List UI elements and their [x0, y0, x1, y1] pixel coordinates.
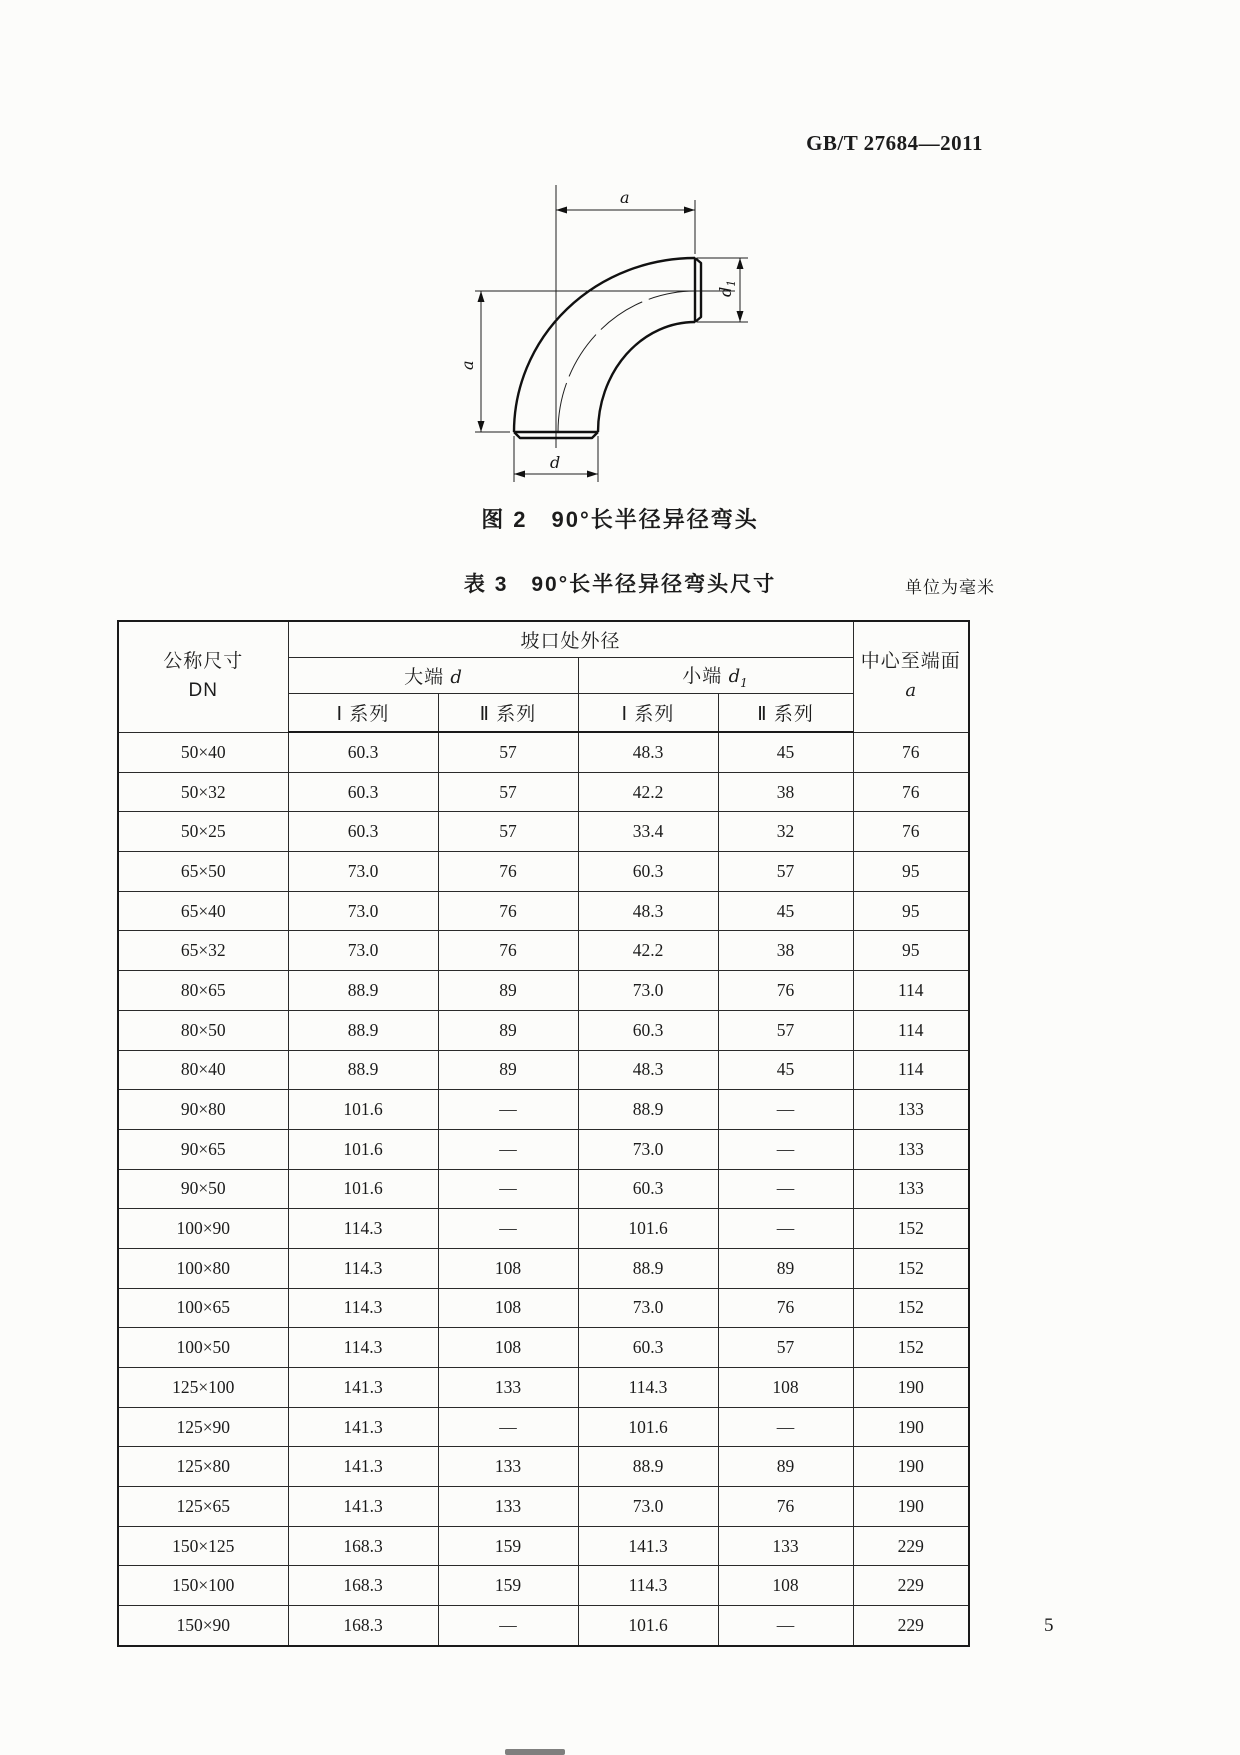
table-cell: 38: [718, 931, 853, 971]
standard-number: GB/T 27684—2011: [806, 131, 983, 155]
arrowhead: [737, 258, 744, 269]
table-cell: —: [718, 1407, 853, 1447]
table-cell: 57: [718, 852, 853, 892]
table-cell: —: [438, 1129, 578, 1169]
table-body: [118, 732, 969, 1646]
header-big-end: 大端 d: [288, 658, 578, 694]
table-cell: 60.3: [578, 1328, 718, 1368]
header-series2-smallend: Ⅱ 系列: [718, 694, 853, 733]
table-cell: —: [438, 1169, 578, 1209]
table-cell: 101.6: [578, 1209, 718, 1249]
dim-label-d1: $d_1$: [716, 279, 738, 297]
scan-artifact: [505, 1749, 565, 1755]
table-cell: 159: [438, 1566, 578, 1606]
table-cell: 114.3: [578, 1566, 718, 1606]
table-cell: 108: [718, 1368, 853, 1408]
table-cell: 100×50: [118, 1328, 288, 1368]
table-row: [118, 971, 969, 1011]
table-cell: 60.3: [288, 812, 438, 852]
table-cell: 108: [438, 1328, 578, 1368]
table-cell: 150×100: [118, 1566, 288, 1606]
table-cell: 100×80: [118, 1248, 288, 1288]
table-cell: 73.0: [288, 891, 438, 931]
header-series1-smallend: Ⅰ 系列: [578, 694, 718, 733]
table-cell: 76: [718, 1288, 853, 1328]
table-cell: 73.0: [578, 1288, 718, 1328]
table-cell: 114.3: [288, 1209, 438, 1249]
table-cell: 76: [718, 1487, 853, 1527]
table-cell: 89: [438, 1010, 578, 1050]
table-cell: 141.3: [288, 1487, 438, 1527]
elbow-outer-arc: [514, 258, 695, 432]
table-cell: 133: [853, 1090, 969, 1130]
table-cell: 60.3: [578, 852, 718, 892]
table-cell: 38: [718, 772, 853, 812]
table-cell: 73.0: [578, 1487, 718, 1527]
table-cell: 95: [853, 931, 969, 971]
table-cell: 114.3: [288, 1328, 438, 1368]
table-cell: 133: [438, 1487, 578, 1527]
table-cell: 73.0: [288, 931, 438, 971]
table-cell: 152: [853, 1328, 969, 1368]
table-cell: 101.6: [288, 1169, 438, 1209]
table-cell: 88.9: [578, 1248, 718, 1288]
table-row: [118, 1447, 969, 1487]
table-row: [118, 772, 969, 812]
table-cell: 76: [853, 772, 969, 812]
table-cell: —: [718, 1129, 853, 1169]
table-cell: 168.3: [288, 1606, 438, 1646]
table-cell: 45: [718, 891, 853, 931]
table-cell: 57: [438, 732, 578, 772]
table-cell: 101.6: [578, 1407, 718, 1447]
table-row: [118, 1606, 969, 1646]
table-cell: 90×50: [118, 1169, 288, 1209]
table-cell: 168.3: [288, 1566, 438, 1606]
table-cell: 73.0: [288, 852, 438, 892]
table-cell: 48.3: [578, 732, 718, 772]
table-cell: 159: [438, 1526, 578, 1566]
table-cell: 133: [853, 1129, 969, 1169]
table-cell: 80×50: [118, 1010, 288, 1050]
table-cell: 190: [853, 1368, 969, 1408]
dim-label-a-left: a: [458, 360, 477, 370]
table-cell: 76: [438, 891, 578, 931]
table-cell: 48.3: [578, 891, 718, 931]
table-row: [118, 732, 969, 772]
table-row: [118, 1407, 969, 1447]
table-row: [118, 1368, 969, 1408]
arrowhead: [478, 421, 485, 432]
table-cell: 45: [718, 732, 853, 772]
table-cell: 100×90: [118, 1209, 288, 1249]
table-cell: 50×40: [118, 732, 288, 772]
table-cell: 88.9: [288, 1050, 438, 1090]
header-series2-bigend: Ⅱ 系列: [438, 694, 578, 733]
table-cell: 76: [853, 812, 969, 852]
table-cell: 76: [438, 931, 578, 971]
table-cell: 60.3: [578, 1010, 718, 1050]
table-cell: —: [718, 1090, 853, 1130]
table-row: [118, 1050, 969, 1090]
elbow-inner-arc: [598, 322, 695, 432]
table-cell: 88.9: [578, 1447, 718, 1487]
table-cell: 73.0: [578, 1129, 718, 1169]
table-row: [118, 1169, 969, 1209]
table-cell: 65×32: [118, 931, 288, 971]
table-cell: 150×90: [118, 1606, 288, 1646]
table-row: [118, 1129, 969, 1169]
table-cell: 48.3: [578, 1050, 718, 1090]
table-cell: 152: [853, 1248, 969, 1288]
header-center-var: a: [905, 679, 917, 701]
table-cell: 60.3: [578, 1169, 718, 1209]
table-title: 表 3 90°长半径异径弯头尺寸: [463, 573, 777, 596]
table-cell: 229: [853, 1606, 969, 1646]
table-cell: 141.3: [288, 1447, 438, 1487]
table-row: [118, 1328, 969, 1368]
table-cell: 108: [438, 1288, 578, 1328]
table-row: [118, 852, 969, 892]
table-cell: 152: [853, 1209, 969, 1249]
arrowhead: [737, 311, 744, 322]
table-cell: 114: [853, 1050, 969, 1090]
elbow-figure: [390, 170, 760, 492]
table-cell: 57: [718, 1010, 853, 1050]
table-cell: 89: [438, 971, 578, 1011]
arrowhead: [556, 207, 567, 214]
table-cell: 42.2: [578, 772, 718, 812]
table-cell: 50×32: [118, 772, 288, 812]
table-cell: 101.6: [578, 1606, 718, 1646]
table-cell: 100×65: [118, 1288, 288, 1328]
header-dn: [118, 621, 288, 732]
table-cell: —: [438, 1606, 578, 1646]
page-number: 5: [1044, 1615, 1054, 1636]
table-cell: 141.3: [288, 1368, 438, 1408]
table-cell: —: [718, 1169, 853, 1209]
table-cell: 57: [438, 772, 578, 812]
table-cell: 114: [853, 971, 969, 1011]
table-cell: 108: [718, 1566, 853, 1606]
table-cell: 141.3: [578, 1526, 718, 1566]
header-center-to-end: [853, 621, 969, 732]
table-row: [118, 1248, 969, 1288]
dim-label-a-top: a: [620, 188, 630, 207]
table-cell: 76: [718, 971, 853, 1011]
table-row: [118, 1090, 969, 1130]
table-cell: 141.3: [288, 1407, 438, 1447]
table-cell: 65×40: [118, 891, 288, 931]
table-cell: 90×80: [118, 1090, 288, 1130]
table-cell: —: [438, 1090, 578, 1130]
table-cell: 133: [438, 1368, 578, 1408]
table-cell: 168.3: [288, 1526, 438, 1566]
arrowhead: [514, 471, 525, 478]
table-cell: 229: [853, 1526, 969, 1566]
table-cell: —: [438, 1407, 578, 1447]
table-cell: 45: [718, 1050, 853, 1090]
figure-caption: 图 2 90°长半径异径弯头: [481, 507, 759, 532]
table-cell: 88.9: [288, 971, 438, 1011]
table-cell: 89: [718, 1447, 853, 1487]
table-row: [118, 1010, 969, 1050]
table-header: [118, 621, 969, 732]
table-cell: 125×100: [118, 1368, 288, 1408]
table-row: [118, 1526, 969, 1566]
table-cell: 80×40: [118, 1050, 288, 1090]
table-cell: 229: [853, 1566, 969, 1606]
table-cell: 190: [853, 1487, 969, 1527]
table-cell: 76: [438, 852, 578, 892]
header-dn-sub: DN: [188, 679, 218, 701]
table-row: [118, 891, 969, 931]
table-cell: —: [438, 1209, 578, 1249]
table-cell: 190: [853, 1447, 969, 1487]
table-cell: 50×25: [118, 812, 288, 852]
table-cell: 73.0: [578, 971, 718, 1011]
table-row: [118, 1566, 969, 1606]
table-cell: 190: [853, 1407, 969, 1447]
table-row: [118, 1487, 969, 1527]
table-cell: 60.3: [288, 772, 438, 812]
table-cell: 57: [718, 1328, 853, 1368]
table-cell: 152: [853, 1288, 969, 1328]
units-note: 单位为毫米: [905, 578, 995, 597]
arrowhead: [478, 291, 485, 302]
table-cell: 95: [853, 852, 969, 892]
table-row: [118, 1209, 969, 1249]
dim-label-d: d: [550, 453, 561, 472]
table-cell: 89: [438, 1050, 578, 1090]
table-cell: 133: [853, 1169, 969, 1209]
header-series1-bigend: Ⅰ 系列: [288, 694, 438, 733]
header-small-end: 小端 $d_1$: [578, 658, 853, 694]
table-cell: —: [718, 1606, 853, 1646]
table-cell: 125×90: [118, 1407, 288, 1447]
table-cell: 42.2: [578, 931, 718, 971]
table-cell: 90×65: [118, 1129, 288, 1169]
table-cell: 101.6: [288, 1090, 438, 1130]
table-cell: 32: [718, 812, 853, 852]
table-cell: 88.9: [288, 1010, 438, 1050]
header-outer-diameter: 坡口处外径: [288, 621, 853, 658]
table-cell: 114.3: [288, 1288, 438, 1328]
header-dn-label: 公称尺寸: [163, 651, 244, 673]
table-cell: 114.3: [288, 1248, 438, 1288]
table-row: [118, 812, 969, 852]
elbow-diagram: [390, 170, 760, 492]
table-cell: 88.9: [578, 1090, 718, 1130]
table-cell: 57: [438, 812, 578, 852]
elbow-centerline-arc: [558, 291, 695, 432]
table-cell: 125×65: [118, 1487, 288, 1527]
table-cell: 101.6: [288, 1129, 438, 1169]
table-cell: 133: [438, 1447, 578, 1487]
table-cell: 133: [718, 1526, 853, 1566]
table-cell: 80×65: [118, 971, 288, 1011]
table-cell: 33.4: [578, 812, 718, 852]
table-cell: 108: [438, 1248, 578, 1288]
table-cell: 114: [853, 1010, 969, 1050]
table-cell: 89: [718, 1248, 853, 1288]
table-cell: 95: [853, 891, 969, 931]
table-row: [118, 1288, 969, 1328]
header-center-label: 中心至端面: [860, 651, 961, 673]
arrowhead: [684, 207, 695, 214]
arrowhead: [587, 471, 598, 478]
table-cell: 125×80: [118, 1447, 288, 1487]
table-row: [118, 931, 969, 971]
table-cell: 76: [853, 732, 969, 772]
table-cell: 65×50: [118, 852, 288, 892]
table-cell: —: [718, 1209, 853, 1249]
table-cell: 60.3: [288, 732, 438, 772]
table-cell: 150×125: [118, 1526, 288, 1566]
dimension-table: [117, 620, 970, 1647]
table-cell: 114.3: [578, 1368, 718, 1408]
